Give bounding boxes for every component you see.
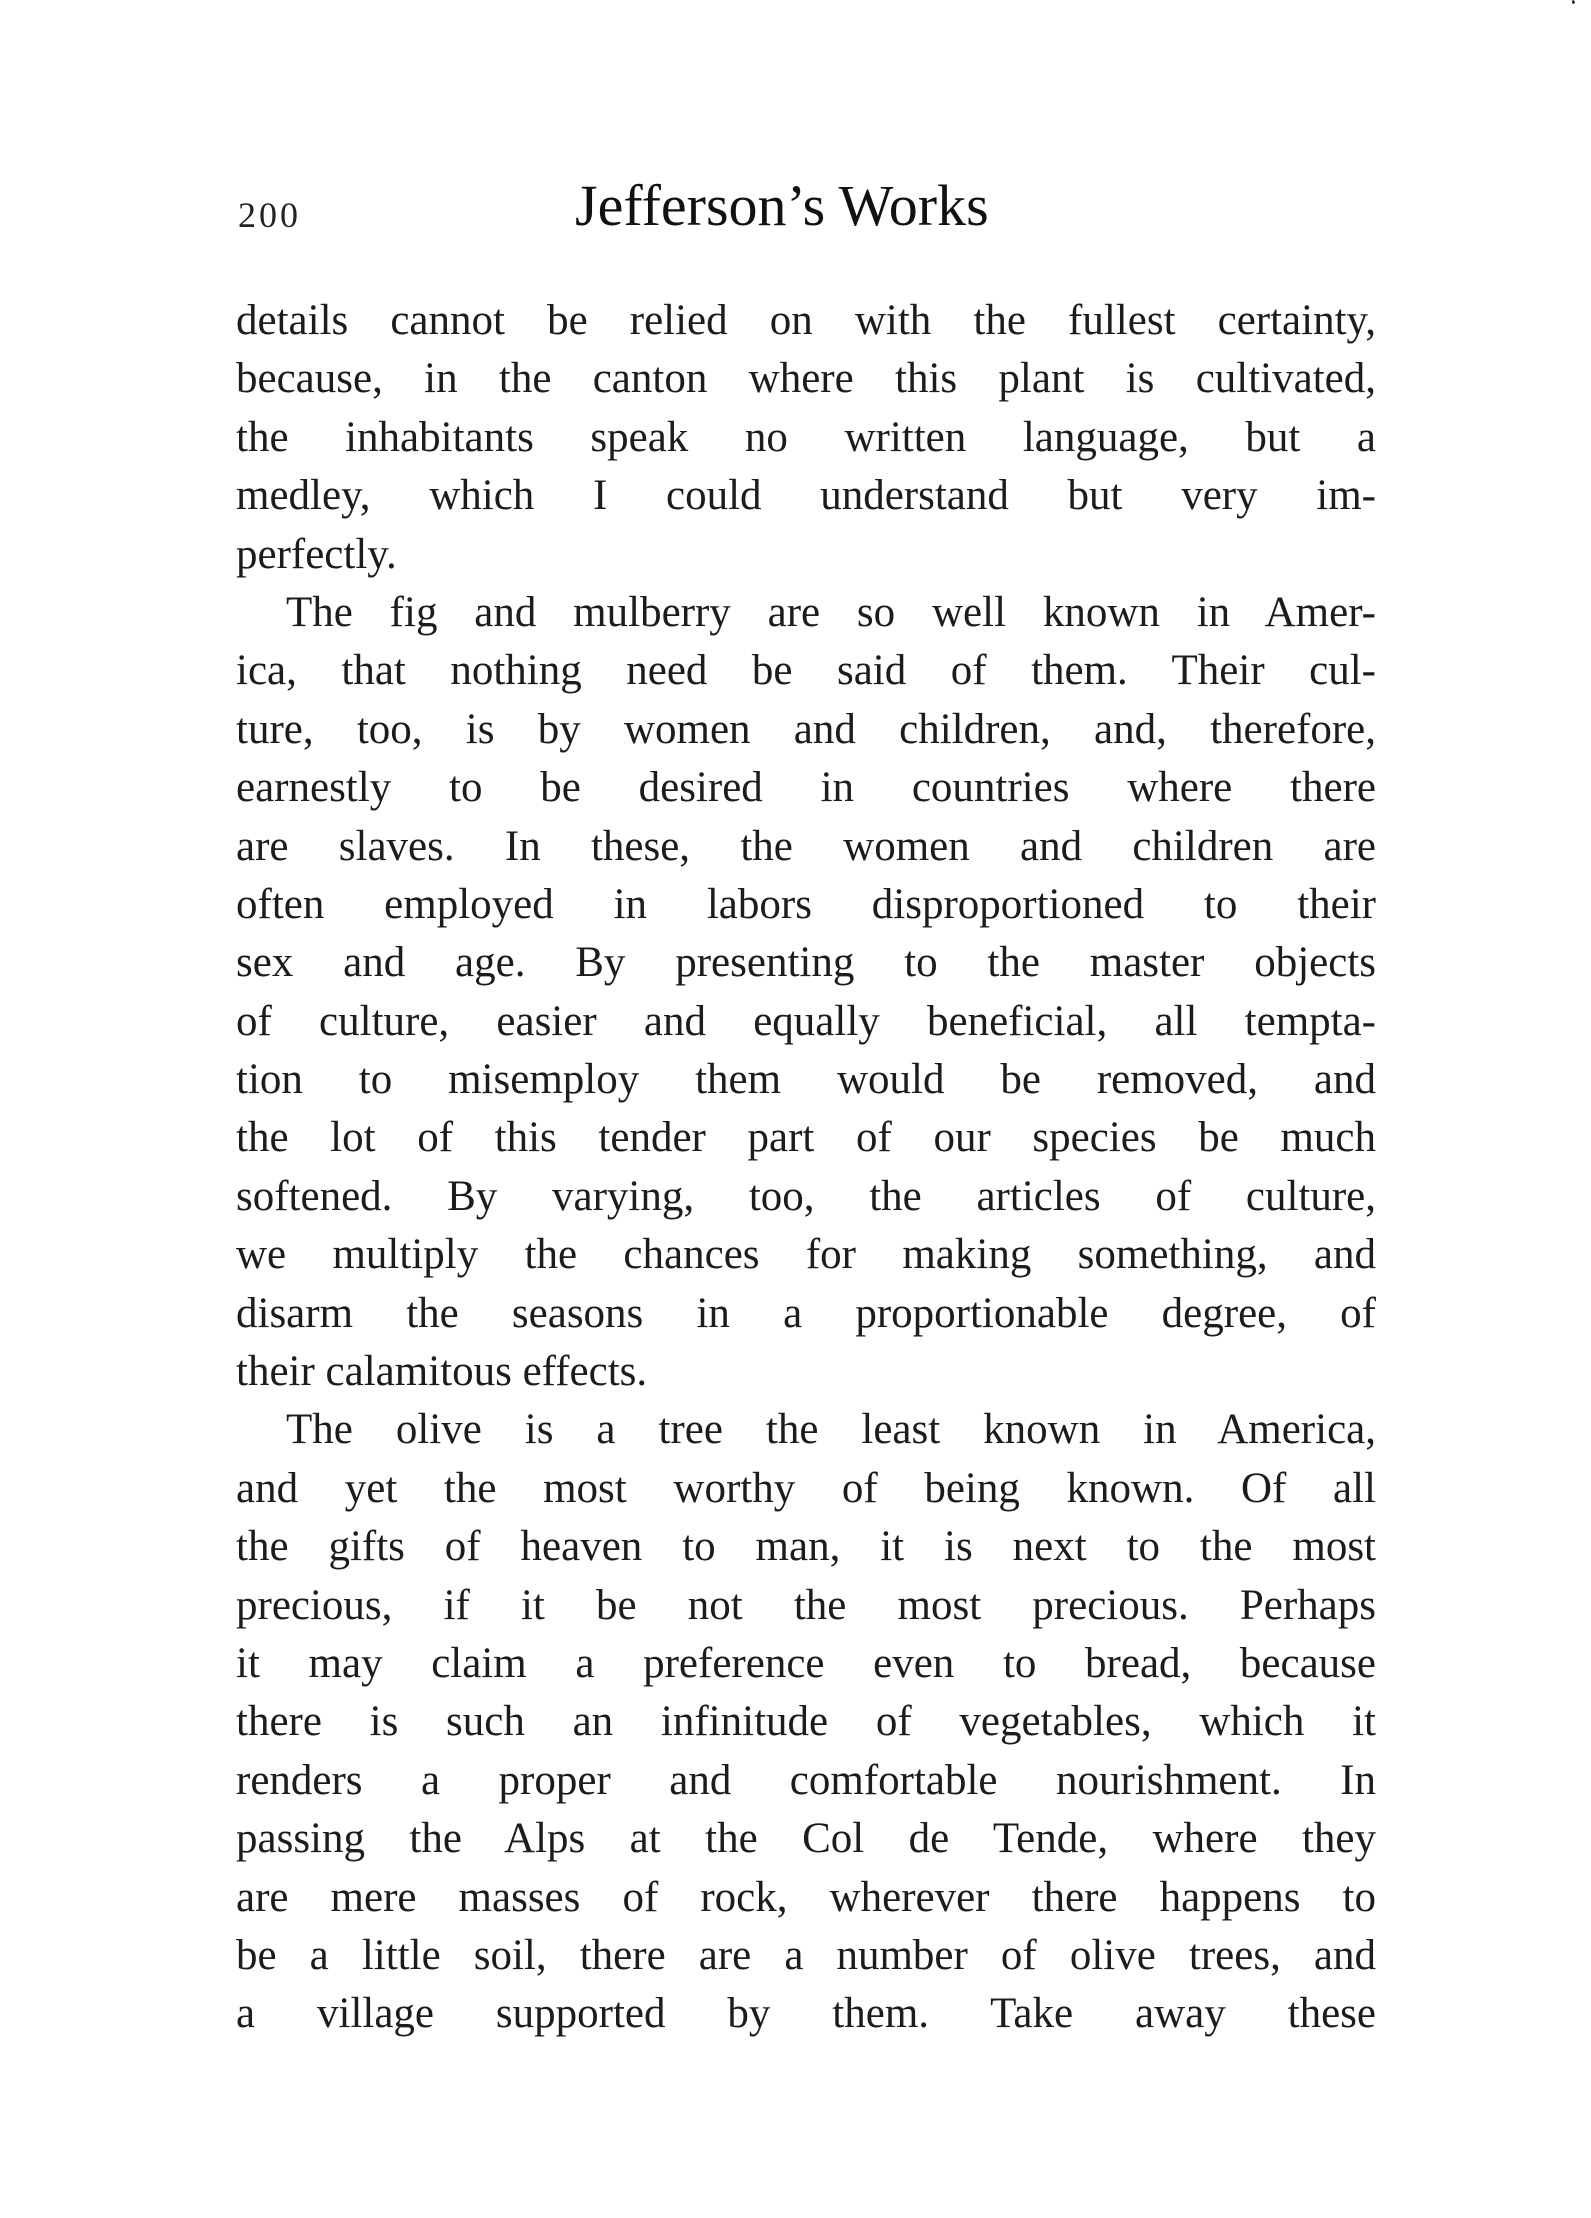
text-line: there is such an infinitude of vegetables, which it <box>236 1698 1376 1746</box>
text-line: the inhabitants speak no written language, but a <box>236 413 1376 461</box>
text-line: disarm the seasons in a proportionable degree, of <box>236 1289 1376 1337</box>
paragraph <box>236 292 1376 584</box>
text-line: softened. By varying, too, the articles of culture, <box>236 1172 1376 1220</box>
body-text <box>236 292 1376 2044</box>
text-line: and yet the most worthy of being known. Of all <box>236 1464 1376 1512</box>
text-line: the gifts of heaven to man, it is next to the most <box>236 1523 1376 1571</box>
text-line: perfectly. <box>236 530 397 578</box>
text-line: it may claim a preference even to bread, because <box>236 1639 1376 1687</box>
text-line: of culture, easier and equally beneficial, all tempta- <box>236 997 1376 1045</box>
text-line: The olive is a tree the least known in America, <box>286 1406 1376 1454</box>
text-line: often employed in labors disproportioned to their <box>236 880 1376 928</box>
paragraph <box>236 584 1376 1401</box>
paragraph <box>236 1401 1376 2043</box>
text-line: precious, if it be not the most precious. Perhaps <box>236 1581 1376 1629</box>
text-line: are slaves. In these, the women and children are <box>236 822 1376 870</box>
text-line: ica, that nothing need be said of them. Their cul- <box>236 647 1376 695</box>
text-line: passing the Alps at the Col de Tende, where they <box>236 1815 1376 1863</box>
text-line: are mere masses of rock, wherever there happens to <box>236 1873 1376 1921</box>
text-line: their calamitous effects. <box>236 1348 648 1396</box>
text-line: medley, which I could understand but very im- <box>236 472 1376 520</box>
text-line: earnestly to be desired in countries where there <box>236 764 1376 812</box>
page-header <box>238 172 1378 262</box>
text-line: renders a proper and comfortable nourishment. In <box>236 1756 1376 1804</box>
text-line: tion to misemploy them would be removed, and <box>236 1056 1376 1104</box>
text-line: because, in the canton where this plant is cultivated, <box>236 355 1376 403</box>
running-title: Jefferson’s Works <box>575 173 989 238</box>
text-line: ture, too, is by women and children, and, therefore, <box>236 705 1376 753</box>
text-line: sex and age. By presenting to the master objects <box>236 939 1376 987</box>
text-line: we multiply the chances for making something, and <box>236 1231 1376 1279</box>
text-line: details cannot be relied on with the fullest certainty, <box>236 297 1376 344</box>
text-line: a village supported by them. Take away these <box>236 1990 1376 2038</box>
page-number: 200 <box>238 195 301 235</box>
text-line: The fig and mulberry are so well known in Amer- <box>286 588 1376 636</box>
text-line: be a little soil, there are a number of olive trees, and <box>236 1931 1376 1979</box>
corner-mark: ❛ <box>1571 0 1576 13</box>
text-line: the lot of this tender part of our species be much <box>236 1114 1376 1162</box>
